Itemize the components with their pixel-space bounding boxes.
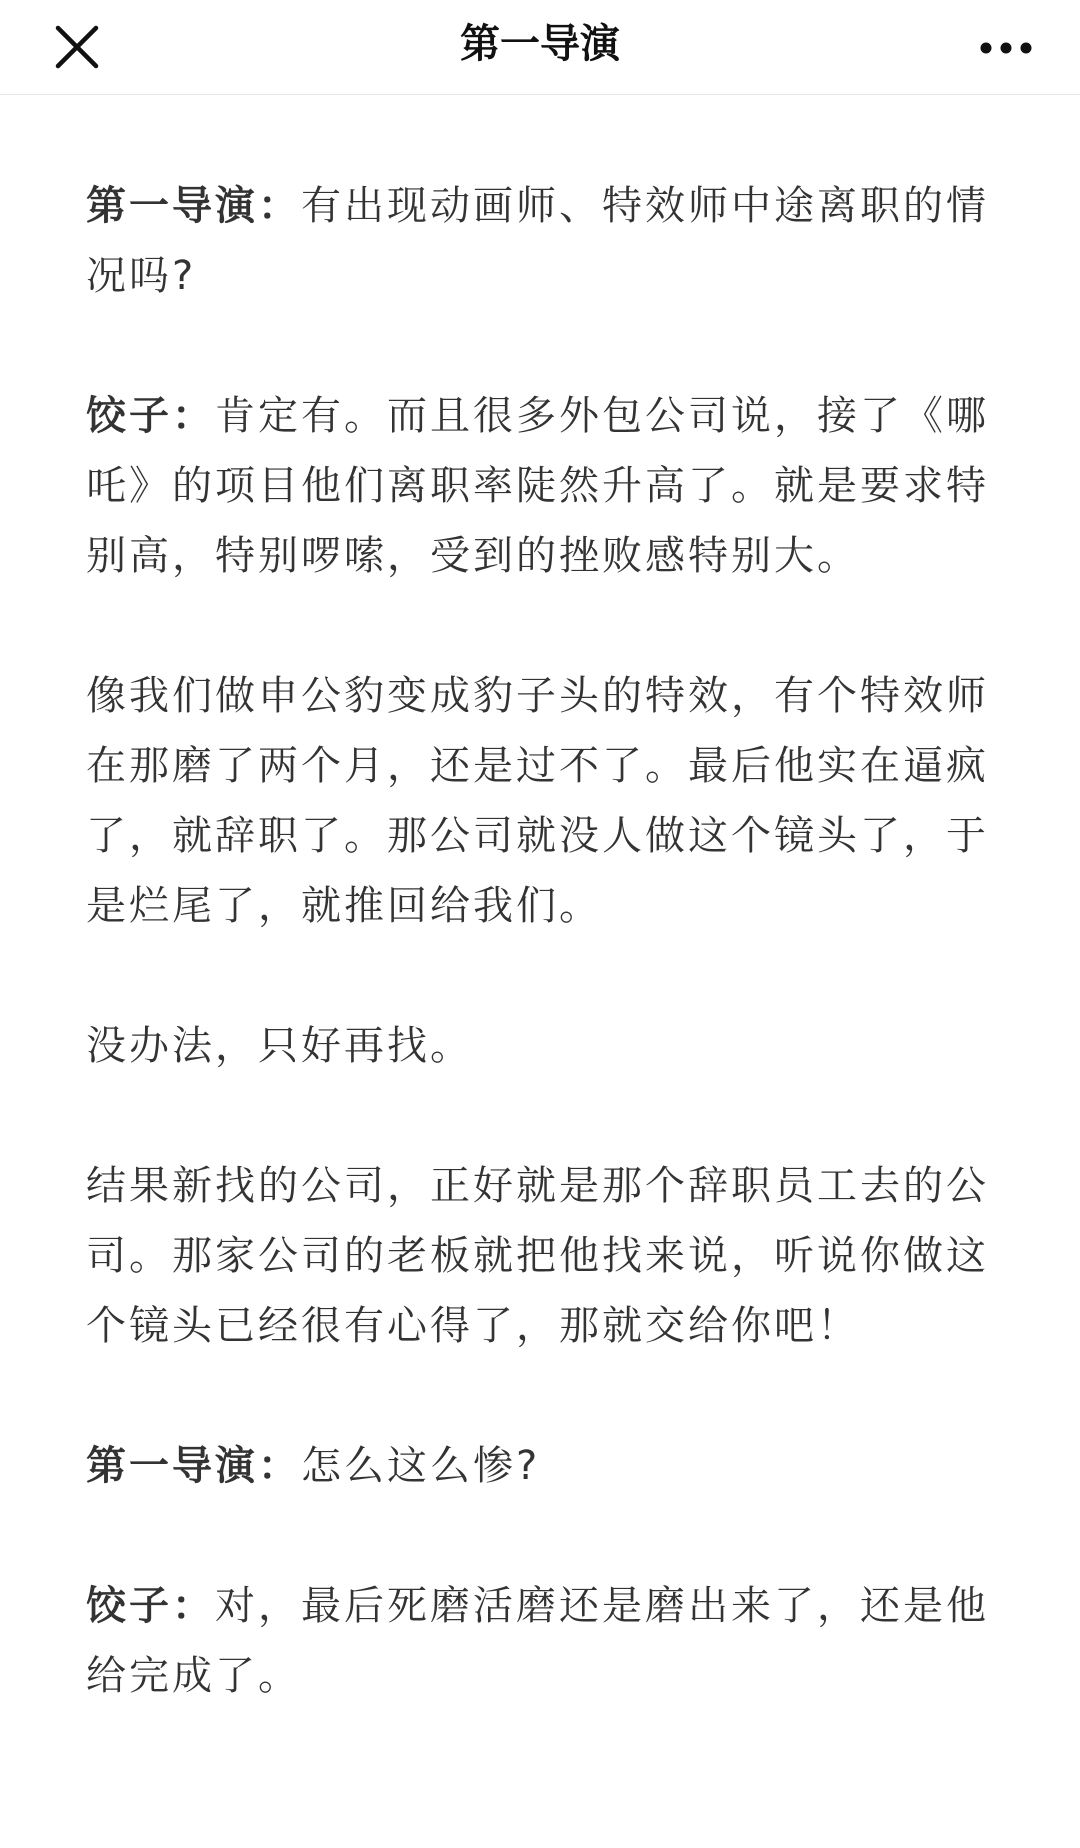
paragraph-text: 肯定有。而且很多外包公司说，接了《哪吒》的项目他们离职率陡然升高了。就是要求特别高，特别啰嗦，受到的挫败感特别大。 <box>86 393 989 579</box>
article-body <box>0 95 1080 1711</box>
paragraph-text: 像我们做申公豹变成豹子头的特效，有个特效师在那磨了两个月，还是过不了。最后他实在逼疯了，就辞职了。那公司就没人做这个镜头了，于是烂尾了，就推回给我们。 <box>86 673 989 929</box>
speaker-label: 第一导演： <box>86 1443 301 1489</box>
top-bar <box>0 0 1080 95</box>
article-paragraph <box>86 661 992 941</box>
article-paragraph <box>86 1571 992 1711</box>
article-paragraph <box>86 171 992 311</box>
article-paragraph <box>86 1431 992 1501</box>
more-options-button[interactable] <box>978 28 1034 68</box>
more-dots-icon <box>978 28 1034 68</box>
paragraph-text: 没办法，只好再找。 <box>86 1023 473 1069</box>
speaker-label: 第一导演： <box>86 183 301 229</box>
speaker-label: 饺子： <box>86 393 215 439</box>
speaker-label: 饺子： <box>86 1583 215 1629</box>
article-paragraph <box>86 381 992 591</box>
article-paragraph <box>86 1151 992 1361</box>
paragraph-text: 怎么这么惨? <box>301 1443 541 1489</box>
paragraph-text: 对，最后死磨活磨还是磨出来了，还是他给完成了。 <box>86 1583 989 1699</box>
paragraph-text: 结果新找的公司，正好就是那个辞职员工去的公司。那家公司的老板就把他找来说，听说你做这个镜头已经很有心得了，那就交给你吧！ <box>86 1163 989 1349</box>
page-title: 第一导演 <box>460 21 620 67</box>
article-paragraph <box>86 1011 992 1081</box>
paragraph-text: 有出现动画师、特效师中途离职的情况吗? <box>86 183 989 299</box>
